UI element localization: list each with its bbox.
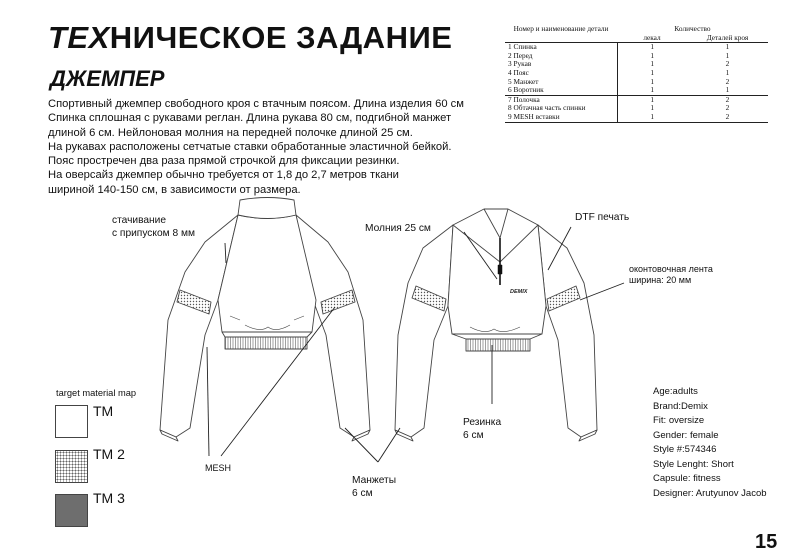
pieces-column-header: Деталей кроя [687, 34, 768, 43]
elastic-callout: Резинка 6 см [463, 417, 502, 441]
description-line: На оверсайз джемпер обычно требуется от 1,8 до 2,7 метров ткани [48, 169, 399, 182]
patterns-column-header: лекал [617, 34, 687, 43]
quantity-header: Количество [674, 24, 711, 33]
table-row: 7 Полочка 1 2 [508, 94, 730, 104]
material-swatch-tm2 [55, 450, 88, 483]
description-line: длиной 6 см. Нейлоновая молния на передней полочке длиной 25 см. [48, 126, 413, 139]
material-label-tm: TM [93, 403, 114, 419]
cuffs-callout: Манжеты 6 см [352, 475, 397, 499]
demix-logo-print: DEMIX [510, 289, 528, 295]
table-row: 3 Рукав 1 2 [508, 59, 730, 69]
table-row: 9 MESH вставки 1 2 [505, 113, 768, 122]
spec-line: Style #:574346 [653, 444, 717, 455]
table-row: 2 Перед 1 1 [508, 50, 730, 60]
description-line: На рукавах расположены сетчатые ставки обработанные эластичной бейкой. [48, 140, 452, 153]
binding-tape-callout: оконтовочная лента ширина: 20 мм [629, 264, 713, 285]
dtf-print-callout: DTF печать [575, 212, 630, 223]
table-row: 5 Манжет 1 2 [508, 76, 730, 86]
description-line: Спортивный джемпер свободного кроя с втачным поясом. Длина изделия 60 см [48, 98, 464, 110]
zipper-callout: Молния 25 см [365, 223, 431, 234]
table-row: 1 Спинка 1 1 [508, 42, 730, 52]
page-number: 15 [755, 531, 778, 553]
material-swatch-tm3 [55, 494, 88, 527]
spec-line: Style Lenght: Short [653, 458, 734, 470]
table-row: 4 Пояс 1 1 [508, 67, 730, 77]
material-map-title: target material map [56, 388, 137, 398]
spec-line: Brand:Demix [653, 400, 708, 412]
spec-line: Capsule: fitness [653, 473, 721, 484]
parts-column-header: Номер и наименование детали [513, 24, 609, 33]
spec-line: Designer: Arutyunov Jacob [653, 487, 767, 499]
front-view-sketch [395, 209, 597, 441]
material-label-tm2: TM 2 [93, 446, 125, 462]
description-line: шириной 140-150 см, в зависимости от размера. [48, 183, 301, 196]
product-specs [653, 385, 767, 501]
spec-line: Gender: female [653, 429, 719, 441]
page-title: ТЕХНИЧЕСКОЕ ЗАДАНИЕ [48, 20, 453, 55]
material-swatch-tm [55, 405, 88, 438]
spec-line: Age:adults [653, 386, 698, 397]
description-line: Спинка сплошная с рукавами реглан. Длина рукава 80 см, подгибной манжет [48, 112, 452, 125]
table-row: 6 Воротник 1 1 [505, 86, 768, 95]
material-label-tm3: TM 3 [93, 490, 125, 506]
table-row: 8 Обтачная часть спинки 1 2 [508, 103, 730, 113]
spec-line: Fit: oversize [653, 415, 705, 426]
garment-title: ДЖЕМПЕР [50, 66, 165, 91]
mesh-callout: MESH [205, 463, 232, 473]
seam-callout: стачивание с припуском 8 мм [112, 215, 195, 239]
description-line: Пояс простречен два раза прямой строчкой для фиксации резинки. [48, 155, 400, 168]
